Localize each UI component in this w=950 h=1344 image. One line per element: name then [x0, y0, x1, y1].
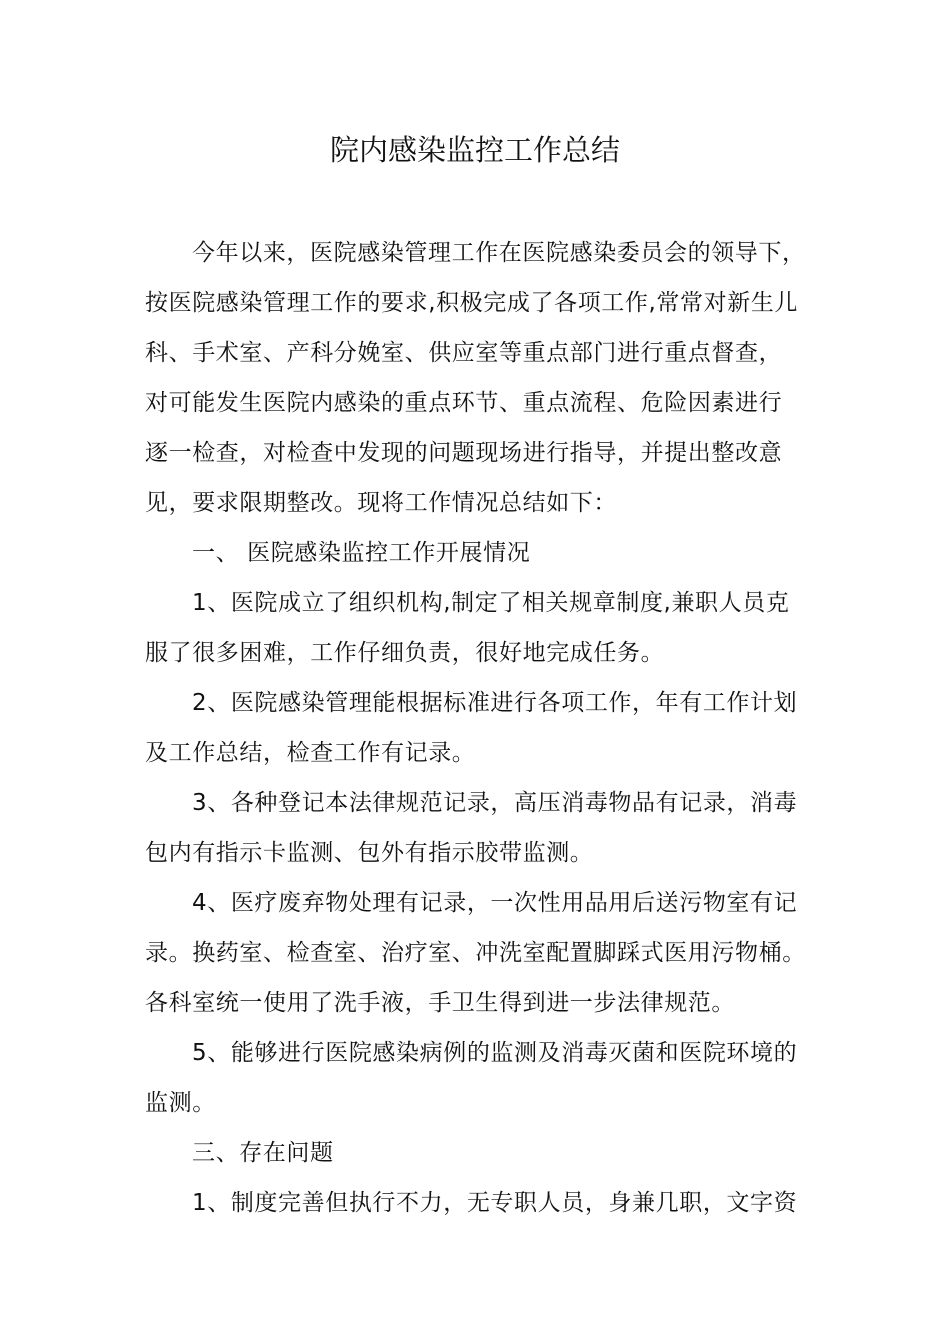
section-heading: 一、 医院感染监控工作开展情况	[192, 540, 531, 566]
paragraph-line: 见，要求限期整改。现将工作情况总结如下：	[145, 490, 617, 516]
paragraph-line: 4、医疗废弃物处理有记录，一次性用品用后送污物室有记	[192, 890, 798, 916]
paragraph-line: 2、医院感染管理能根据标准进行各项工作，年有工作计划	[192, 690, 798, 716]
document-body	[145, 228, 815, 1228]
paragraph-line: 监测。	[145, 1090, 216, 1116]
paragraph-line: 1、制度完善但执行不力，无专职人员，身兼几职，文字资	[192, 1190, 798, 1216]
document-title: 院内感染监控工作总结	[329, 133, 620, 167]
paragraph-line: 5、能够进行医院感染病例的监测及消毒灭菌和医院环境的	[192, 1040, 798, 1066]
paragraph-line: 各科室统一使用了洗手液，手卫生得到进一步法律规范。	[145, 990, 735, 1016]
paragraph-line: 服了很多困难，工作仔细负责，很好地完成任务。	[145, 640, 665, 666]
paragraph-line: 科、手术室、产科分娩室、供应室等重点部门进行重点督查，	[145, 340, 783, 366]
paragraph-line: 包内有指示卡监测、包外有指示胶带监测。	[145, 840, 594, 866]
paragraph-line: 1、医院成立了组织机构,制定了相关规章制度,兼职人员克	[192, 590, 790, 616]
paragraph-line: 3、各种登记本法律规范记录，高压消毒物品有记录，消毒	[192, 790, 798, 816]
paragraph-line: 今年以来，医院感染管理工作在医院感染委员会的领导下，	[192, 240, 806, 266]
section-heading: 三、存在问题	[192, 1140, 334, 1166]
paragraph-line: 录。换药室、检查室、治疗室、冲洗室配置脚踩式医用污物桶。	[145, 940, 806, 966]
paragraph-line: 及工作总结，检查工作有记录。	[145, 740, 476, 766]
paragraph-line: 对可能发生医院内感染的重点环节、重点流程、危险因素进行	[145, 390, 783, 416]
paragraph-line: 按医院感染管理工作的要求,积极完成了各项工作,常常对新生儿	[145, 290, 799, 316]
paragraph-line: 逐一检查，对检查中发现的问题现场进行指导，并提出整改意	[145, 440, 783, 466]
